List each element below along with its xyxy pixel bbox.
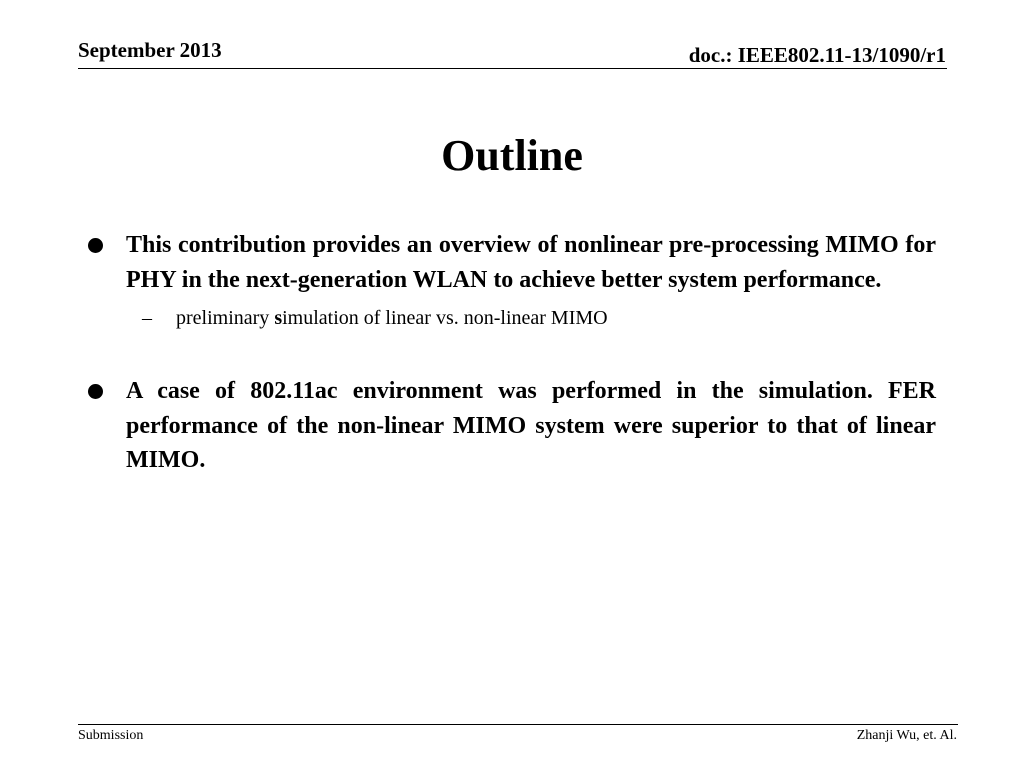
bullet-text: A case of 802.11ac environment was performed in the simulation. FER performance of the non-linear MIMO system were superior to that of linear MIMO. xyxy=(126,378,936,473)
bullet-item xyxy=(88,228,936,297)
bullet-item xyxy=(88,374,936,478)
spacer xyxy=(88,332,936,374)
dash-icon: – xyxy=(142,307,152,329)
bullet-dot-icon xyxy=(88,238,103,253)
slide-title: Outline xyxy=(441,131,583,180)
header-divider xyxy=(78,68,947,69)
header-date: September 2013 xyxy=(78,38,222,62)
bullet-dot-icon xyxy=(88,384,103,399)
footer-divider xyxy=(78,724,958,725)
bullet-text: This contribution provides an overview of nonlinear pre-processing MIMO for PHY in the next-generation WLAN to achieve better system performance. xyxy=(126,232,936,293)
footer-author: Zhanji Wu, et. Al. xyxy=(856,728,957,743)
sub-bullet-item xyxy=(88,304,936,332)
sub-bullet-text: preliminary simulation of linear vs. non-linear MIMO xyxy=(176,307,608,329)
slide-body xyxy=(88,228,936,478)
header-doc-id: doc.: IEEE802.11-13/1090/r1 xyxy=(688,43,946,67)
footer-submission: Submission xyxy=(78,728,144,743)
